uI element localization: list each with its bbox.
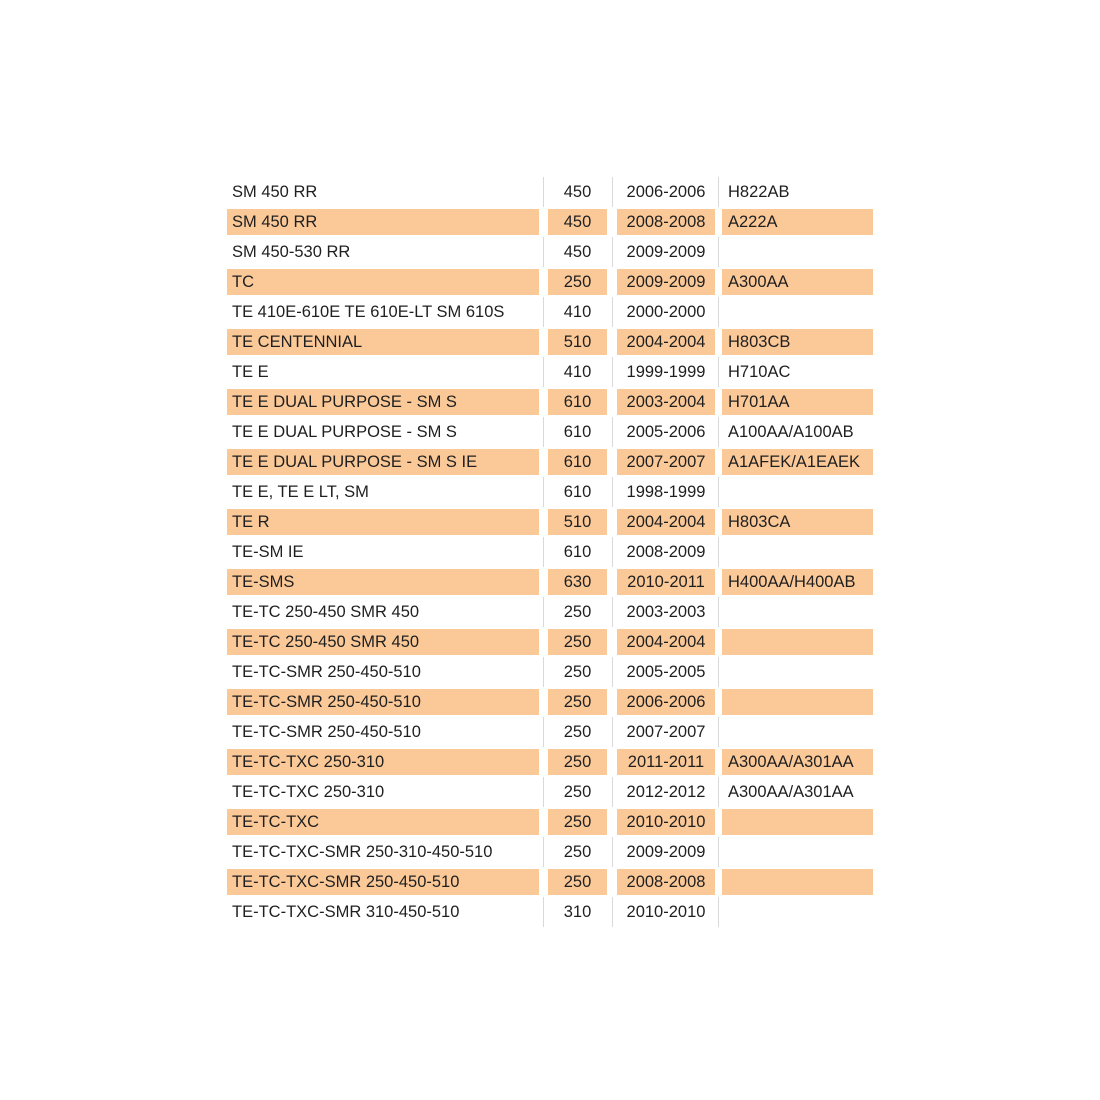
column-gap bbox=[539, 507, 548, 537]
column-gap bbox=[607, 507, 617, 537]
years-cell: 2009-2009 bbox=[617, 239, 715, 265]
code-cell: H822AB bbox=[722, 179, 873, 205]
fitment-table bbox=[227, 177, 873, 927]
displacement-cell: 410 bbox=[548, 299, 607, 325]
years-cell: 2003-2004 bbox=[617, 389, 715, 415]
displacement-cell: 610 bbox=[548, 449, 607, 475]
years-cell: 2007-2007 bbox=[617, 449, 715, 475]
years-cell: 2010-2010 bbox=[617, 899, 715, 925]
table-row bbox=[227, 177, 873, 207]
years-cell: 2012-2012 bbox=[617, 779, 715, 805]
column-gap bbox=[607, 837, 617, 867]
model-cell: TE-TC-TXC 250-310 bbox=[227, 779, 539, 805]
column-gap bbox=[607, 357, 617, 387]
column-gap bbox=[715, 207, 722, 237]
column-gap bbox=[715, 447, 722, 477]
displacement-cell: 510 bbox=[548, 329, 607, 355]
code-cell bbox=[722, 299, 873, 325]
displacement-cell: 310 bbox=[548, 899, 607, 925]
displacement-cell: 510 bbox=[548, 509, 607, 535]
column-gap bbox=[607, 687, 617, 717]
displacement-cell: 250 bbox=[548, 689, 607, 715]
column-gap bbox=[539, 387, 548, 417]
column-gap bbox=[539, 687, 548, 717]
column-gap bbox=[715, 237, 722, 267]
code-cell bbox=[722, 899, 873, 925]
years-cell: 2009-2009 bbox=[617, 839, 715, 865]
displacement-cell: 250 bbox=[548, 749, 607, 775]
model-cell: TE-SMS bbox=[227, 569, 539, 595]
column-gap bbox=[715, 747, 722, 777]
years-cell: 2003-2003 bbox=[617, 599, 715, 625]
column-gap bbox=[607, 177, 617, 207]
table-row bbox=[227, 837, 873, 867]
table-row bbox=[227, 897, 873, 927]
column-gap bbox=[715, 177, 722, 207]
model-cell: TE-TC-SMR 250-450-510 bbox=[227, 689, 539, 715]
column-gap bbox=[715, 807, 722, 837]
model-cell: TE E bbox=[227, 359, 539, 385]
column-gap bbox=[539, 777, 548, 807]
code-cell bbox=[722, 809, 873, 835]
column-gap bbox=[539, 567, 548, 597]
column-gap bbox=[607, 777, 617, 807]
table-row bbox=[227, 777, 873, 807]
code-cell bbox=[722, 869, 873, 895]
column-gap bbox=[607, 417, 617, 447]
displacement-cell: 250 bbox=[548, 269, 607, 295]
code-cell bbox=[722, 599, 873, 625]
years-cell: 2006-2006 bbox=[617, 689, 715, 715]
column-gap bbox=[539, 747, 548, 777]
column-gap bbox=[607, 387, 617, 417]
model-cell: SM 450 RR bbox=[227, 209, 539, 235]
column-gap bbox=[607, 897, 617, 927]
years-cell: 2009-2009 bbox=[617, 269, 715, 295]
years-cell: 2004-2004 bbox=[617, 509, 715, 535]
model-cell: SM 450-530 RR bbox=[227, 239, 539, 265]
code-cell: A1AFEK/A1EAEK bbox=[722, 449, 873, 475]
model-cell: TE-TC-TXC-SMR 310-450-510 bbox=[227, 899, 539, 925]
model-cell: TE-TC-TXC 250-310 bbox=[227, 749, 539, 775]
code-cell bbox=[722, 839, 873, 865]
displacement-cell: 250 bbox=[548, 719, 607, 745]
model-cell: TE E DUAL PURPOSE - SM S IE bbox=[227, 449, 539, 475]
years-cell: 2004-2004 bbox=[617, 629, 715, 655]
code-cell: H701AA bbox=[722, 389, 873, 415]
years-cell: 2006-2006 bbox=[617, 179, 715, 205]
model-cell: TE R bbox=[227, 509, 539, 535]
table-row bbox=[227, 387, 873, 417]
table-row bbox=[227, 867, 873, 897]
table-row bbox=[227, 627, 873, 657]
displacement-cell: 450 bbox=[548, 239, 607, 265]
code-cell bbox=[722, 689, 873, 715]
table-row bbox=[227, 267, 873, 297]
column-gap bbox=[715, 567, 722, 597]
displacement-cell: 610 bbox=[548, 419, 607, 445]
model-cell: TC bbox=[227, 269, 539, 295]
displacement-cell: 250 bbox=[548, 599, 607, 625]
years-cell: 2004-2004 bbox=[617, 329, 715, 355]
displacement-cell: 250 bbox=[548, 779, 607, 805]
code-cell: A300AA bbox=[722, 269, 873, 295]
table-row bbox=[227, 507, 873, 537]
code-cell: H710AC bbox=[722, 359, 873, 385]
table-row bbox=[227, 207, 873, 237]
table-row bbox=[227, 717, 873, 747]
model-cell: TE-TC 250-450 SMR 450 bbox=[227, 629, 539, 655]
table-row bbox=[227, 417, 873, 447]
table-row bbox=[227, 657, 873, 687]
years-cell: 2010-2010 bbox=[617, 809, 715, 835]
code-cell: H803CA bbox=[722, 509, 873, 535]
column-gap bbox=[539, 207, 548, 237]
code-cell: H803CB bbox=[722, 329, 873, 355]
model-cell: TE-TC-SMR 250-450-510 bbox=[227, 659, 539, 685]
table-row bbox=[227, 597, 873, 627]
years-cell: 2005-2005 bbox=[617, 659, 715, 685]
column-gap bbox=[715, 387, 722, 417]
column-gap bbox=[539, 627, 548, 657]
years-cell: 2008-2009 bbox=[617, 539, 715, 565]
years-cell: 1998-1999 bbox=[617, 479, 715, 505]
column-gap bbox=[539, 837, 548, 867]
years-cell: 2000-2000 bbox=[617, 299, 715, 325]
code-cell: A300AA/A301AA bbox=[722, 749, 873, 775]
code-cell bbox=[722, 539, 873, 565]
column-gap bbox=[607, 537, 617, 567]
code-cell bbox=[722, 659, 873, 685]
displacement-cell: 410 bbox=[548, 359, 607, 385]
column-gap bbox=[715, 507, 722, 537]
code-cell: A300AA/A301AA bbox=[722, 779, 873, 805]
years-cell: 2007-2007 bbox=[617, 719, 715, 745]
column-gap bbox=[539, 267, 548, 297]
column-gap bbox=[607, 447, 617, 477]
column-gap bbox=[607, 717, 617, 747]
column-gap bbox=[539, 717, 548, 747]
table-row bbox=[227, 237, 873, 267]
table-row bbox=[227, 327, 873, 357]
years-cell: 2010-2011 bbox=[617, 569, 715, 595]
displacement-cell: 450 bbox=[548, 209, 607, 235]
displacement-cell: 450 bbox=[548, 179, 607, 205]
column-gap bbox=[715, 477, 722, 507]
displacement-cell: 610 bbox=[548, 539, 607, 565]
model-cell: TE-SM IE bbox=[227, 539, 539, 565]
displacement-cell: 250 bbox=[548, 659, 607, 685]
displacement-cell: 250 bbox=[548, 839, 607, 865]
model-cell: TE-TC-TXC bbox=[227, 809, 539, 835]
model-cell: TE E DUAL PURPOSE - SM S bbox=[227, 389, 539, 415]
column-gap bbox=[607, 807, 617, 837]
model-cell: TE E, TE E LT, SM bbox=[227, 479, 539, 505]
column-gap bbox=[715, 357, 722, 387]
model-cell: TE-TC 250-450 SMR 450 bbox=[227, 599, 539, 625]
table-row bbox=[227, 567, 873, 597]
column-gap bbox=[607, 297, 617, 327]
years-cell: 2005-2006 bbox=[617, 419, 715, 445]
displacement-cell: 250 bbox=[548, 809, 607, 835]
model-cell: TE E DUAL PURPOSE - SM S bbox=[227, 419, 539, 445]
displacement-cell: 250 bbox=[548, 869, 607, 895]
code-cell: A100AA/A100AB bbox=[722, 419, 873, 445]
column-gap bbox=[715, 657, 722, 687]
column-gap bbox=[539, 897, 548, 927]
model-cell: TE CENTENNIAL bbox=[227, 329, 539, 355]
model-cell: SM 450 RR bbox=[227, 179, 539, 205]
column-gap bbox=[715, 687, 722, 717]
column-gap bbox=[607, 267, 617, 297]
years-cell: 2008-2008 bbox=[617, 209, 715, 235]
table-row bbox=[227, 747, 873, 777]
column-gap bbox=[607, 327, 617, 357]
column-gap bbox=[539, 597, 548, 627]
column-gap bbox=[607, 597, 617, 627]
column-gap bbox=[607, 867, 617, 897]
column-gap bbox=[715, 537, 722, 567]
column-gap bbox=[539, 327, 548, 357]
column-gap bbox=[539, 297, 548, 327]
column-gap bbox=[715, 267, 722, 297]
years-cell: 2008-2008 bbox=[617, 869, 715, 895]
column-gap bbox=[539, 417, 548, 447]
column-gap bbox=[715, 717, 722, 747]
column-gap bbox=[539, 867, 548, 897]
column-gap bbox=[715, 777, 722, 807]
column-gap bbox=[539, 357, 548, 387]
column-gap bbox=[539, 537, 548, 567]
model-cell: TE-TC-TXC-SMR 250-450-510 bbox=[227, 869, 539, 895]
displacement-cell: 610 bbox=[548, 389, 607, 415]
column-gap bbox=[607, 237, 617, 267]
column-gap bbox=[607, 477, 617, 507]
table-row bbox=[227, 477, 873, 507]
column-gap bbox=[715, 627, 722, 657]
column-gap bbox=[607, 207, 617, 237]
displacement-cell: 250 bbox=[548, 629, 607, 655]
column-gap bbox=[607, 567, 617, 597]
table-row bbox=[227, 357, 873, 387]
column-gap bbox=[715, 327, 722, 357]
column-gap bbox=[715, 417, 722, 447]
table-row bbox=[227, 807, 873, 837]
code-cell bbox=[722, 629, 873, 655]
table-row bbox=[227, 537, 873, 567]
column-gap bbox=[607, 747, 617, 777]
table-row bbox=[227, 297, 873, 327]
model-cell: TE-TC-TXC-SMR 250-310-450-510 bbox=[227, 839, 539, 865]
column-gap bbox=[607, 627, 617, 657]
displacement-cell: 610 bbox=[548, 479, 607, 505]
column-gap bbox=[539, 657, 548, 687]
table-row bbox=[227, 447, 873, 477]
column-gap bbox=[715, 837, 722, 867]
column-gap bbox=[539, 807, 548, 837]
table-row bbox=[227, 687, 873, 717]
years-cell: 2011-2011 bbox=[617, 749, 715, 775]
column-gap bbox=[539, 447, 548, 477]
column-gap bbox=[539, 177, 548, 207]
code-cell bbox=[722, 719, 873, 745]
column-gap bbox=[539, 477, 548, 507]
column-gap bbox=[715, 897, 722, 927]
column-gap bbox=[539, 237, 548, 267]
code-cell: H400AA/H400AB bbox=[722, 569, 873, 595]
column-gap bbox=[715, 867, 722, 897]
column-gap bbox=[607, 657, 617, 687]
code-cell: A222A bbox=[722, 209, 873, 235]
column-gap bbox=[715, 597, 722, 627]
code-cell bbox=[722, 479, 873, 505]
column-gap bbox=[715, 297, 722, 327]
years-cell: 1999-1999 bbox=[617, 359, 715, 385]
model-cell: TE 410E-610E TE 610E-LT SM 610S bbox=[227, 299, 539, 325]
displacement-cell: 630 bbox=[548, 569, 607, 595]
model-cell: TE-TC-SMR 250-450-510 bbox=[227, 719, 539, 745]
code-cell bbox=[722, 239, 873, 265]
